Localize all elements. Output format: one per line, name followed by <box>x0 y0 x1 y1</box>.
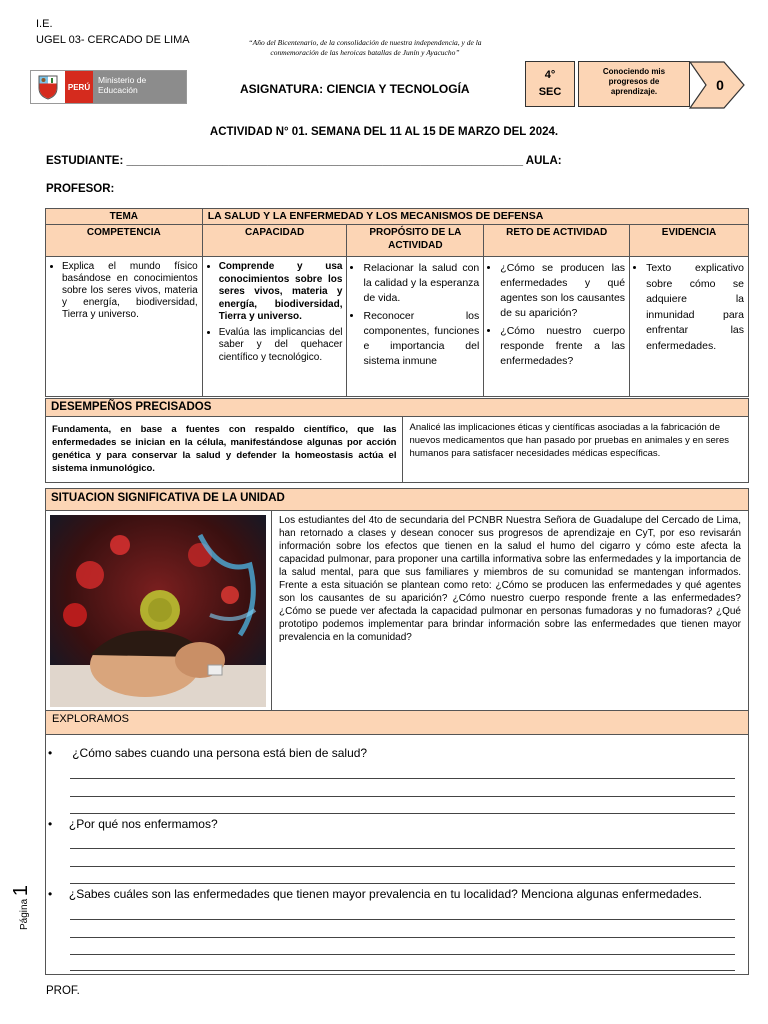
answer-line[interactable] <box>70 778 735 779</box>
answer-line[interactable] <box>70 883 735 884</box>
situacion-title: SITUACION SIGNIFICATIVA DE LA UNIDAD <box>46 489 749 511</box>
capacidad-item-1: • Comprende y usa conocimientos sobre los seres vivos, materia y energía, biodiversidad, Tierra y universo. <box>219 261 343 324</box>
situacion-text: Los estudiantes del 4to de secundaria del PCNBR Nuestra Señora de Guadalupe del Cercado de Lima, han retornado a clases y desean conocer sus progresos de aprendizaje en CyT, por eso revisarán información sobre los efectos que tienen en la salud el humo del cigarro y cómo este afecta la capacidad pulmonar, para proponer una cartilla informativa sobre las enfermedades y la importancia de la salud mental, para que sus familiares y miembros de su comunidad se mantengan informados. Frente a esta situación se plantean como reto: ¿Cómo se producen las enfermedades y qué agentes son los causantes de su aparición? ¿Cómo nuestro cuerpo responde frente a las enfermedades? ¿Cómo se puede ver afectada la capacidad pulmonar en personas fumadoras y no fumadoras? ¿Qué prototipo podemos implementar para brindar información sobre las enfermedades que tienen mayor prevalencia en la comunidad? <box>271 511 748 716</box>
answer-line[interactable] <box>70 813 735 814</box>
desempeno-left: Fundamenta, en base a fuentes con respaldo científico, que las enfermedades se inician en la célula, manifestándose algunas por acción genética y para conservar la salud y defender la homeostasis actúa el sistema inmunológico. <box>46 417 403 483</box>
motto-line-1: “Año del Bicentenario, de la consolidación de nuestra independencia, y de la <box>248 38 482 47</box>
ministerio-line-1: Ministerio de <box>98 75 147 85</box>
question-2-text: ¿Por qué nos enfermamos? <box>68 817 218 831</box>
tema-label: TEMA <box>46 209 203 225</box>
header-evidencia: EVIDENCIA <box>630 225 749 257</box>
peru-label: PERÚ <box>65 71 93 103</box>
header-proposito: PROPÓSITO DE LA ACTIVIDAD <box>347 225 484 257</box>
evidencia-item: • Texto explicativo sobre cómo se adquiere la inmunidad para enfrentar las enfermedades. <box>646 261 744 354</box>
grade-number: 4° <box>544 69 556 81</box>
year-motto <box>200 38 530 58</box>
header-capacidad: CAPACIDAD <box>202 225 347 257</box>
competencia-cell <box>46 257 203 397</box>
competencia-item: • Explica el mundo físico basándose en conocimientos sobre los seres vivos, materia y energía, biodiversidad, Tierra y universo. <box>62 261 198 321</box>
header-reto: RETO DE ACTIVIDAD <box>484 225 630 257</box>
grade-box <box>525 61 575 107</box>
pagina-word: Página <box>19 898 30 930</box>
question-3: • ¿Sabes cuáles son las enfermedades que tienen mayor prevalencia en tu localidad? Menciona algunas enfermedades. <box>48 887 702 901</box>
desempenos-title: DESEMPEÑOS PRECISADOS <box>46 399 749 417</box>
exploramos-body <box>46 735 749 975</box>
tema-value: LA SALUD Y LA ENFERMEDAD Y LOS MECANISMOS DE DEFENSA <box>202 209 748 225</box>
progress-line-2: progresos de <box>608 77 660 86</box>
student-field-label: ESTUDIANTE: ______________________________________________________________ AULA: <box>46 155 562 167</box>
header-competencia: COMPETENCIA <box>46 225 203 257</box>
desempeno-right: Analicé las implicaciones éticas y científicas asociadas a la fabricación de nuevos medicamentos que han pasado por pruebas en animales y en seres humanos para satisfacer necesidades médicas específicas. <box>403 417 749 483</box>
proposito-cell <box>347 257 484 397</box>
progress-line-1: Conociendo mis <box>602 67 666 76</box>
teacher-field-label: PROFESOR: <box>46 183 115 195</box>
evidencia-cell <box>630 257 749 397</box>
question-1: • ¿Cómo sabes cuando una persona está bien de salud? <box>48 746 368 760</box>
answer-line[interactable] <box>70 954 735 955</box>
chevron-arrow-icon <box>688 60 748 110</box>
capacidad-cell <box>202 257 347 397</box>
reto-cell <box>484 257 630 397</box>
question-1-text: ¿Cómo sabes cuando una persona está bien de salud? <box>72 746 368 760</box>
ugel-label: UGEL 03- CERCADO DE LIMA <box>36 34 190 46</box>
sick-person-illustration <box>50 515 266 707</box>
desempenos-table <box>45 398 749 483</box>
reto-item-1: • ¿Cómo se producen las enfermedades y qué agentes son los causantes de su aparición? <box>500 261 625 321</box>
grade-level: SEC <box>538 86 562 98</box>
question-2: • ¿Por qué nos enfermamos? <box>48 817 218 831</box>
capacidad-item-2: • Evalúa las implicancias del saber y del quehacer científico y tecnológico. <box>219 327 343 365</box>
motto-line-2: conmemoración de las heroicas batallas de Junín y Ayacucho” <box>270 48 460 57</box>
cienciaunam-logo: Ciencia UNAM <box>99 1007 151 1017</box>
answer-line[interactable] <box>70 919 735 920</box>
prof-signature-label: PROF. <box>46 985 80 997</box>
answer-line[interactable] <box>70 866 735 867</box>
activity-table <box>45 208 749 397</box>
answer-line[interactable] <box>70 970 735 971</box>
page-number: 1 <box>10 884 32 897</box>
coat-of-arms-icon <box>31 71 65 103</box>
ministerio-line-2: Educación <box>98 85 138 95</box>
proposito-item-2: • Reconocer los componentes, funciones e importancia del sistema inmune <box>363 309 479 369</box>
ministerio-label <box>93 71 186 103</box>
progress-box <box>578 61 690 107</box>
progress-number: 0 <box>716 77 724 93</box>
activity-title: ACTIVIDAD N° 01. SEMANA DEL 11 AL 15 DE MARZO DEL 2024. <box>209 126 559 138</box>
reto-item-2: • ¿Cómo nuestro cuerpo responde frente a las enfermedades? <box>500 324 625 369</box>
proposito-item-1: • Relacionar la salud con la calidad y la esperanza de vida. <box>363 261 479 306</box>
answer-line[interactable] <box>70 848 735 849</box>
progress-line-3: aprendizaje. <box>610 87 658 96</box>
answer-line[interactable] <box>70 796 735 797</box>
asignatura-title: ASIGNATURA: CIENCIA Y TECNOLOGÍA <box>240 82 470 96</box>
minedu-logo <box>30 70 187 104</box>
answer-line[interactable] <box>70 937 735 938</box>
page-label <box>10 885 33 930</box>
ie-label: I.E. <box>36 18 53 30</box>
question-3-text: ¿Sabes cuáles son las enfermedades que tienen mayor prevalencia en tu localidad? Menciona algunas enfermedades. <box>68 887 702 901</box>
exploramos-title: EXPLORAMOS <box>46 711 749 735</box>
